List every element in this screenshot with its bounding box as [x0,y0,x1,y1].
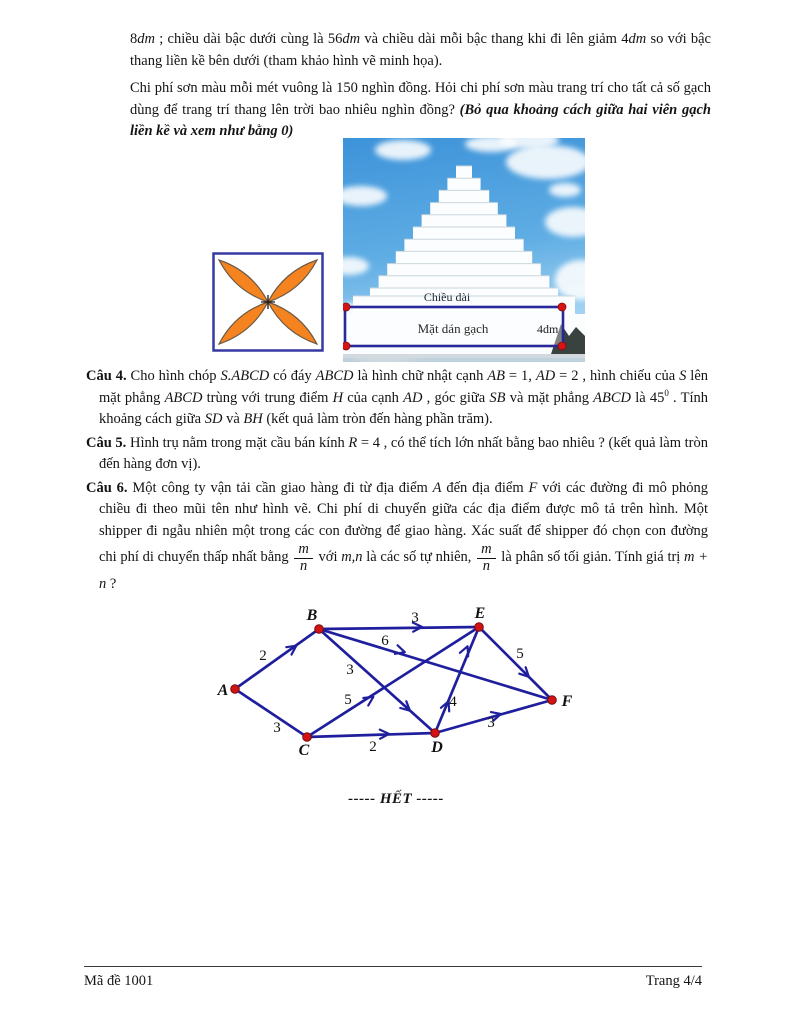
stair-step [456,166,472,179]
edge-weight-label: 2 [369,739,377,755]
graph-edge [319,627,479,629]
tile-pattern-figure [212,252,324,352]
question-text: Một công ty vận tải cần giao hàng đi từ địa điểm A đến địa điểm F với các đường đi mô phỏng chiều đi theo mũi tên như hình vẽ. Chi phí di chuyển giữa các địa điểm được mô tả trên hình. Một shipper đi ngẫu nhiên một trong các con đường để giao hàng. Xác suất để shipper đó chọn con đường chi phí di chuyển thấp nhất bằng $\frac{m}{n}$ với m,n là các số tự nhiên, $\frac{m}{n}$ là phân số tối giản. Tính giá trị m + n ? [99,479,708,593]
paragraph-cost-question: Chi phí sơn màu mỗi mét vuông là 150 nghìn đồng. Hỏi chi phí sơn màu trang trí cho tất cả số gạch dùng để trang trí thang lên trời bao nhiêu nghìn đồng? (Bỏ qua khoảng cách giữa hai viên gạch liền kề và xem như bằng 0) [130,80,711,139]
stairway-figure [343,138,585,362]
fraction: $\frac{m}{n}$ [475,542,497,574]
graph-vertex [548,696,557,705]
stair-step [447,178,480,191]
edge-weight-label: 4 [449,694,457,710]
graph-edge [307,733,435,737]
length-label: Chiều dài [423,290,471,304]
vertex-label: A [217,682,229,699]
vertex-label: F [561,693,573,710]
face-label: Mặt dán gạch [417,321,489,336]
ground-strip [343,354,585,362]
question-4 [86,366,708,431]
end-marker: ----- HẾT ----- [348,791,444,807]
dimension-label: 4dm [537,322,559,336]
route-graph-figure [210,596,582,772]
graph-vertex [315,625,324,634]
edge-weight-label: 3 [346,662,354,678]
stair-step [430,203,498,216]
corner-dot [558,342,566,350]
question-label: Câu 4. [86,368,127,384]
intro-paragraphs [130,29,711,149]
edge-weight-label: 3 [411,610,419,626]
edge-weight-label: 6 [381,633,389,649]
vertex-label: D [431,739,443,756]
edge-weight-label: 5 [516,646,524,662]
tile-pattern-svg [212,252,324,352]
graph-edge [235,629,319,689]
page-number-label: Trang 4/4 [645,973,702,989]
graph-vertex [231,685,240,694]
graph-vertex [303,733,312,742]
stair-step [422,215,507,228]
edge-weight-label: 3 [273,720,281,736]
corner-dot [343,342,350,350]
graph-vertex [431,729,440,738]
question-5 [86,433,708,476]
edge-weight-label: 5 [344,692,352,708]
stair-step [404,239,523,252]
cloud [375,140,431,160]
stair-step [439,190,489,203]
exam-code-label: Mã đề 1001 [84,973,154,989]
vertex-label: E [474,605,486,622]
question-label: Câu 5. [86,434,127,451]
page-footer [84,966,702,993]
question-text: Hình trụ nằm trong mặt cầu bán kính R = 4 , có thể tích lớn nhất bằng bao nhiêu ? (kết quả làm tròn đến hàng đơn vị). [99,434,709,472]
question-label: Câu 6. [86,479,128,496]
edge-weight-label: 2 [259,648,267,664]
vertex-label: B [306,607,318,624]
vertex-label: C [298,742,310,759]
corner-dot [558,303,566,311]
stair-step [413,227,515,240]
cloud [549,183,581,197]
stair-step [396,251,532,264]
question-text: Cho hình chóp S.ABCD có đáy ABCD là hình chữ nhật cạnh AB = 1, AD = 2 , hình chiếu của S lên mặt phẳng ABCD trùng với trung điểm H của cạnh AD , góc giữa SB và mặt phẳng ABCD là $45^0$ . Tính khoảng cách giữa SD và BH (kết quả làm tròn đến hàng phần trăm). [99,368,709,427]
stairway-svg [343,138,585,362]
question-6 [86,478,708,596]
graph-edge [435,627,479,733]
paragraph-stairs-description: 8dm ; chiều dài bậc dưới cùng là 56dm và chiều dài mỗi bậc thang khi đi lên giảm 4dm so với bậc thang liền kề bên dưới (tham khảo hình vẽ minh họa). [130,31,711,69]
questions-list [86,366,708,598]
edge-weight-label: 3 [487,715,495,731]
graph-vertex [475,623,484,632]
fraction: $\frac{m}{n}$ [292,542,314,574]
graph-edge [307,627,479,737]
stair-step [379,276,550,289]
stair-step [387,264,541,277]
graph-edge [235,689,307,737]
corner-dot [343,303,350,311]
